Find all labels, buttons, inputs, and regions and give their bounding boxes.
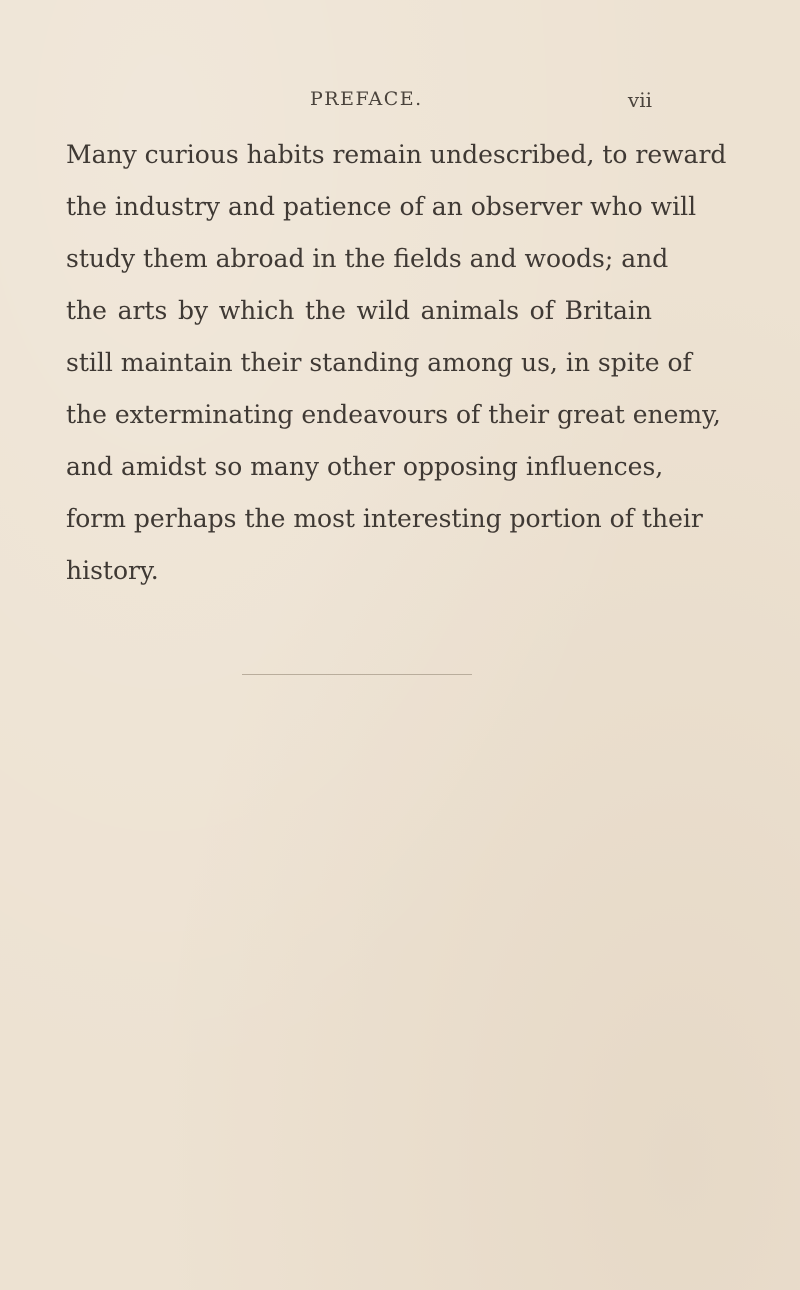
page-number: vii: [627, 88, 652, 112]
text-line: and amidst so many other opposing influences,: [66, 452, 664, 481]
text-line: the exterminating endeavours of their great enemy,: [66, 400, 721, 429]
text-line: form perhaps the most interesting portion of their: [66, 504, 703, 533]
text-line: history.: [66, 556, 159, 585]
section-divider: [242, 674, 472, 675]
text-line: study them abroad in the fields and woods; and: [66, 244, 669, 273]
text-line: the arts by which the wild animals of Britain: [66, 296, 652, 325]
preface-paragraph: [66, 138, 727, 606]
text-line: still maintain their standing among us, in spite of: [66, 348, 692, 377]
page-title: PREFACE.: [310, 88, 423, 110]
text-line: Many curious habits remain undescribed, to reward: [66, 140, 727, 169]
text-line: the industry and patience of an observer who will: [66, 192, 697, 221]
running-head: [66, 88, 652, 118]
